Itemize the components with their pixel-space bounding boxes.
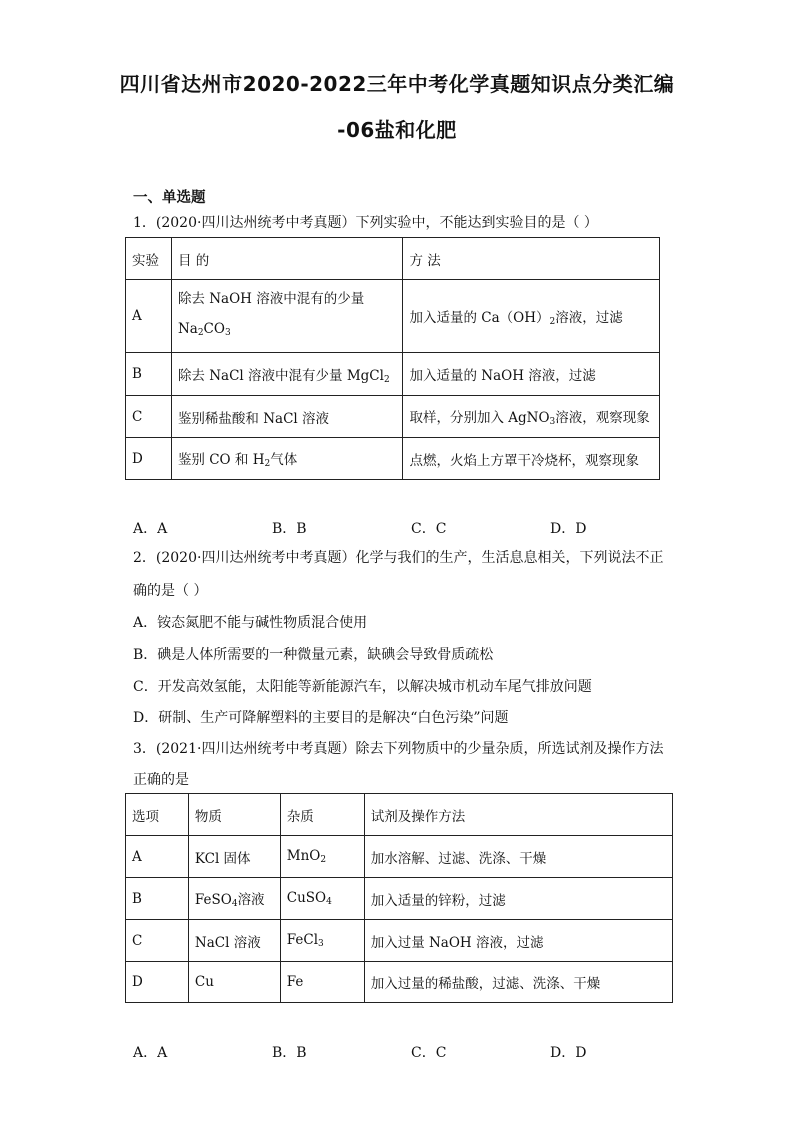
document-title-line1: 四川省达州市2020-2022三年中考化学真题知识点分类汇编 xyxy=(119,72,675,96)
question-2-option-c: C．开发高效氢能，太阳能等新能源汽车，以解决城市机动车尾气排放问题 xyxy=(133,679,592,695)
question-2-option-b: B．碘是人体所需要的一种微量元素，缺碘会导致骨质疏松 xyxy=(133,647,494,663)
purpose-cell: 除去 NaOH 溶液中混有的少量 $Na_2CO_3$ xyxy=(171,280,403,353)
table-row xyxy=(126,396,660,438)
row-id: A xyxy=(126,280,172,353)
question-2-stem-line2: 确的是（ ） xyxy=(133,583,208,599)
option-b: B．B xyxy=(272,1045,307,1061)
header-cell: 物质 xyxy=(188,794,280,836)
purpose-cell: 除去 NaCl 溶液中混有少量 MgCl$_2$ xyxy=(171,353,403,396)
method-cell: 加入适量的 $Ca(OH)_2$溶液，过滤 xyxy=(403,280,660,353)
option-a: A．A xyxy=(133,1045,168,1061)
row-id: B xyxy=(126,878,189,920)
row-id: C xyxy=(126,920,189,962)
question-1-options xyxy=(133,518,693,538)
table-row xyxy=(126,438,660,480)
substance-cell: KCl 固体 xyxy=(188,836,280,878)
method-cell: 加水溶解、过滤、洗涤、干燥 xyxy=(364,836,672,878)
impurity-cell: CuSO$_4$ xyxy=(280,878,364,920)
row-id: D xyxy=(126,438,172,480)
method-cell: 加入过量的稀盐酸，过滤、洗涤、干燥 xyxy=(364,962,672,1003)
purpose-cell: 鉴别稀盐酸和 NaCl 溶液 xyxy=(171,396,403,438)
section-heading: 一、单选题 xyxy=(133,190,206,206)
header-cell: 实验 xyxy=(126,238,172,280)
table-header-row xyxy=(126,238,660,280)
method-cell: 加入过量 NaOH 溶液，过滤 xyxy=(364,920,672,962)
header-cell: 试剂及操作方法 xyxy=(364,794,672,836)
question-1-table xyxy=(125,237,660,480)
row-id: C xyxy=(126,396,172,438)
question-3-stem-line2: 正确的是 xyxy=(133,772,189,788)
table-header-row xyxy=(126,794,673,836)
method-cell: 点燃，火焰上方罩干冷烧杯，观察现象 xyxy=(403,438,660,480)
header-cell: 选项 xyxy=(126,794,189,836)
question-3-options xyxy=(133,1042,693,1062)
table-row xyxy=(126,353,660,396)
option-d: D．D xyxy=(550,1045,587,1061)
document-title-line2: -06盐和化肥 xyxy=(337,118,457,142)
row-id: A xyxy=(126,836,189,878)
question-3-table xyxy=(125,793,673,1003)
substance-cell: FeSO$_4$溶液 xyxy=(188,878,280,920)
question-3-stem-line1: 3．(2021·四川达州统考中考真题）除去下列物质中的少量杂质，所选试剂及操作方法 xyxy=(133,741,664,757)
purpose-cell: 鉴别 CO 和 $H_2$气体 xyxy=(171,438,403,480)
method-cell: 取样，分别加入 AgNO$_3$溶液，观察现象 xyxy=(403,396,660,438)
table-row xyxy=(126,836,673,878)
question-2-option-d: D．研制、生产可降解塑料的主要目的是解决“白色污染”问题 xyxy=(133,710,509,726)
method-cell: 加入适量的 NaOH 溶液，过滤 xyxy=(403,353,660,396)
header-cell: 方 法 xyxy=(403,238,660,280)
table-row xyxy=(126,280,660,353)
impurity-cell: FeCl$_3$ xyxy=(280,920,364,962)
option-a: A．A xyxy=(133,521,168,537)
option-b: B．B xyxy=(272,521,307,537)
header-cell: 目 的 xyxy=(171,238,403,280)
substance-cell: NaCl 溶液 xyxy=(188,920,280,962)
option-d: D．D xyxy=(550,521,587,537)
question-2-option-a: A．铵态氮肥不能与碱性物质混合使用 xyxy=(133,615,368,631)
table-row xyxy=(126,878,673,920)
row-id: B xyxy=(126,353,172,396)
question-1-stem: 1．(2020·四川达州统考中考真题）下列实验中，不能达到实验目的是（ ） xyxy=(133,215,598,231)
substance-cell: Cu xyxy=(188,962,280,1003)
table-row xyxy=(126,920,673,962)
row-id: D xyxy=(126,962,189,1003)
question-2-stem-line1: 2．(2020·四川达州统考中考真题）化学与我们的生产，生活息息相关，下列说法不正 xyxy=(133,550,664,566)
option-c: C．C xyxy=(411,1045,447,1061)
table-row xyxy=(126,962,673,1003)
method-cell: 加入适量的锌粉，过滤 xyxy=(364,878,672,920)
header-cell: 杂质 xyxy=(280,794,364,836)
impurity-cell: MnO$_2$ xyxy=(280,836,364,878)
impurity-cell: Fe xyxy=(280,962,364,1003)
option-c: C．C xyxy=(411,521,447,537)
